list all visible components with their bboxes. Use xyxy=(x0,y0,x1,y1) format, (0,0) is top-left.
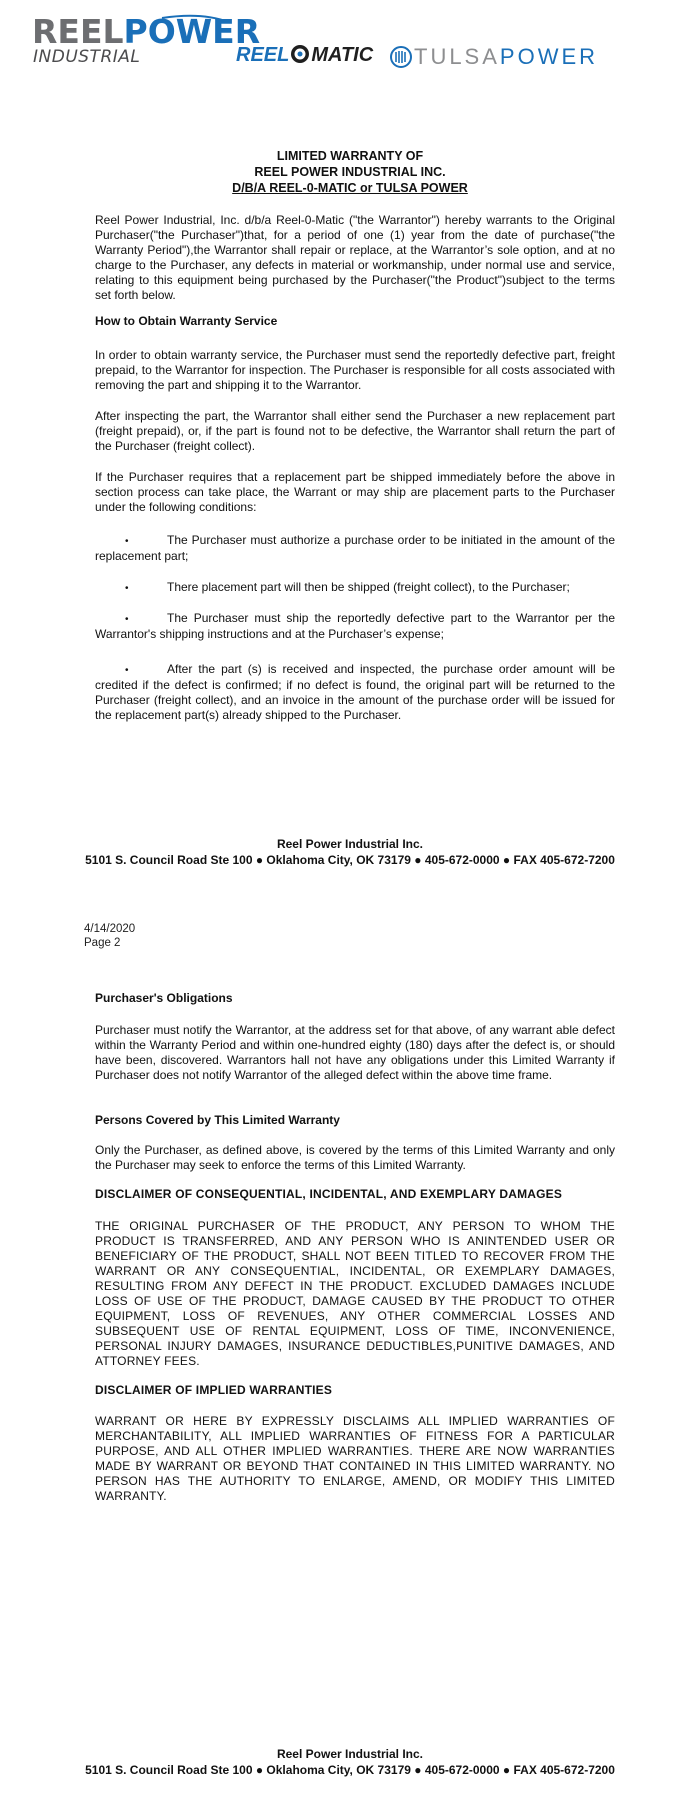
heading-persons-covered: Persons Covered by This Limited Warranty xyxy=(95,1113,340,1127)
reelomatic-matic-text: MATIC xyxy=(311,44,374,66)
footer-address: 5101 S. Council Road Ste 100 ● Oklahoma City, OK 73179 ● 405-672-0000 ● FAX 405-672-7200 xyxy=(85,853,615,867)
list-item xyxy=(95,580,615,596)
reelpower-wordmark xyxy=(32,14,260,50)
list-item xyxy=(95,533,615,564)
list-item-text: The Purchaser must ship the reportedly defective part to the Warrantor per the Warrantor's shipping instructions and at the Purchaser’s expense; xyxy=(95,611,615,641)
page-number: Page 2 xyxy=(84,937,121,949)
tulsapower-logo xyxy=(390,44,620,70)
list-item-text: After the part (s) is received and inspected, the purchase order amount will be credited if the defect is confirmed; if no defect is found, the original part will be returned to the Purchaser (freight collect), and an invoice in the amount of the purchase order will be issued for the replacement part(s) already shipped to the Purchaser. xyxy=(95,662,615,722)
tulsa-text: TULSA xyxy=(414,44,500,69)
footer-address: 5101 S. Council Road Ste 100 ● Oklahoma City, OK 73179 ● 405-672-0000 ● FAX 405-672-7200 xyxy=(85,1763,615,1777)
page-title-line-3: D/B/A REEL-0-MATIC or TULSA POWER xyxy=(232,181,468,195)
list-item xyxy=(95,611,615,642)
reelpower-power-text: POWER xyxy=(123,12,261,51)
obligations-paragraph: Purchaser must notify the Warrantor, at the address set for that above, of any warrant able defect within the Warranty Period and within one-hundred eighty (180) days after the defect is, or should have been, discovered. Warrantors hall not have any obligations under this Limited Warranty if Purchaser does not notify Warrantor of the alleged defect within the above time frame. xyxy=(95,1023,615,1082)
reelomatic-reel-text: REEL xyxy=(236,44,290,66)
tulsa-power-emblem-icon xyxy=(390,46,412,68)
bullet-icon: • xyxy=(125,614,129,625)
reelomatic-logo xyxy=(236,42,416,68)
persons-paragraph: Only the Purchaser, as defined above, is covered by the terms of this Limited Warranty and only the Purchaser may seek to enforce the terms of this Limited Warranty. xyxy=(95,1143,615,1172)
heading-consequential-disclaimer: DISCLAIMER OF CONSEQUENTIAL, INCIDENTAL, AND EXEMPLARY DAMAGES xyxy=(95,1187,563,1201)
heading-warranty-service: How to Obtain Warranty Service xyxy=(95,314,278,328)
bullet-icon: • xyxy=(125,665,129,676)
reelpower-reel-text: REEL xyxy=(32,12,124,51)
page-title-line-1: LIMITED WARRANTY OF xyxy=(276,149,424,163)
footer-company-name: Reel Power Industrial Inc. xyxy=(276,837,424,851)
footer-company-name: Reel Power Industrial Inc. xyxy=(276,1747,424,1761)
reel-wheel-icon xyxy=(290,44,310,64)
heading-implied-disclaimer: DISCLAIMER OF IMPLIED WARRANTIES xyxy=(95,1383,333,1397)
list-item xyxy=(95,662,615,723)
implied-paragraph: WARRANT OR HERE BY EXPRESSLY DISCLAIMS ALL IMPLIED WARRANTIES OF MERCHANTABILITY, ALL IMPLIED WARRANTIES OF FITNESS FOR A PARTICULAR PURPOSE, AND ALL OTHER IMPLIED WARRANTIES. THERE ARE NOW WARRANTIES MADE BY WARRANT OR BEYOND THAT CONTAINED IN THIS LIMITED WARRANTY. NO PERSON HAS THE AUTHORITY TO ENLARGE, AMEND, OR MODIFY THIS LIMITED WARRANTY. xyxy=(95,1414,615,1503)
service-paragraph: In order to obtain warranty service, the Purchaser must send the reportedly defective part, freight prepaid, to the Warrantor for inspection. The Purchaser is responsible for all costs associated with removing the part and shipping it to the Warrantor. xyxy=(95,348,615,392)
heading-purchaser-obligations: Purchaser's Obligations xyxy=(95,991,233,1005)
tulsa-power-text: POWER xyxy=(499,44,599,69)
page-title-line-2: REEL POWER INDUSTRIAL INC. xyxy=(254,165,446,179)
list-item-text: There placement part will then be shipped (freight collect), to the Purchaser; xyxy=(167,580,570,594)
replacement-paragraph: If the Purchaser requires that a replacement part be shipped immediately before the above in section process can take place, the Warrant or may ship are placement parts to the Purchaser under the following conditions: xyxy=(95,470,615,514)
consequential-paragraph: THE ORIGINAL PURCHASER OF THE PRODUCT, ANY PERSON TO WHOM THE PRODUCT IS TRANSFERRED, AND ANY PERSON WHO IS ANINTENDED USER OR BENEFICIARY OF THE PRODUCT, SHALL NOT BEEN TITLED TO RECOVER FROM THE WARRANT OR ANY CONSEQUENTIAL, INCIDENTAL, OR EXEMPLARY DAMAGES, RESULTING FROM ANY DEFECT IN THE PRODUCT. EXCLUDED DAMAGES INCLUDE LOSS OF USE OF THE PRODUCT, DAMAGE CAUSED BY THE PRODUCT TO OTHER EQUIPMENT, LOSS OF REVENUES, ANY OTHER COMMERCIAL LOSSES AND SUBSEQUENT USE OF RENTAL EQUIPMENT, LOSS OF TIME, INCONVENIENCE, PERSONAL INJURY DAMAGES, INSURANCE DEDUCTIBLES,PUNITIVE DAMAGES, AND ATTORNEY FEES. xyxy=(95,1219,615,1368)
intro-paragraph: Reel Power Industrial, Inc. d/b/a Reel-0-Matic ("the Warrantor") hereby warrants to the Original Purchaser("the Purchaser")that, for a period of one (1) year from the date of purchase("the Warranty Period"),the Warrantor shall repair or replace, at the Warrantor’s sole option, and at no charge to the Purchaser, any defects in material or workmanship, under normal use and service, relating to this equipment being purchased by the Purchaser("the Product")subject to the terms set forth below. xyxy=(95,213,615,302)
reelpower-logo xyxy=(32,12,261,67)
bullet-icon: • xyxy=(125,536,129,547)
list-item-text: The Purchaser must authorize a purchase order to be initiated in the amount of the replacement part; xyxy=(95,533,615,563)
reelpower-industrial-text: INDUSTRIAL xyxy=(33,47,141,67)
inspection-paragraph: After inspecting the part, the Warrantor shall either send the Purchaser a new replacement part (freight prepaid), or, if the part is found not to be defective, the Warrantor shall return the part of the Purchaser (freight collect). xyxy=(95,409,615,453)
bullet-icon: • xyxy=(125,583,129,594)
page-date: 4/14/2020 xyxy=(84,923,136,935)
